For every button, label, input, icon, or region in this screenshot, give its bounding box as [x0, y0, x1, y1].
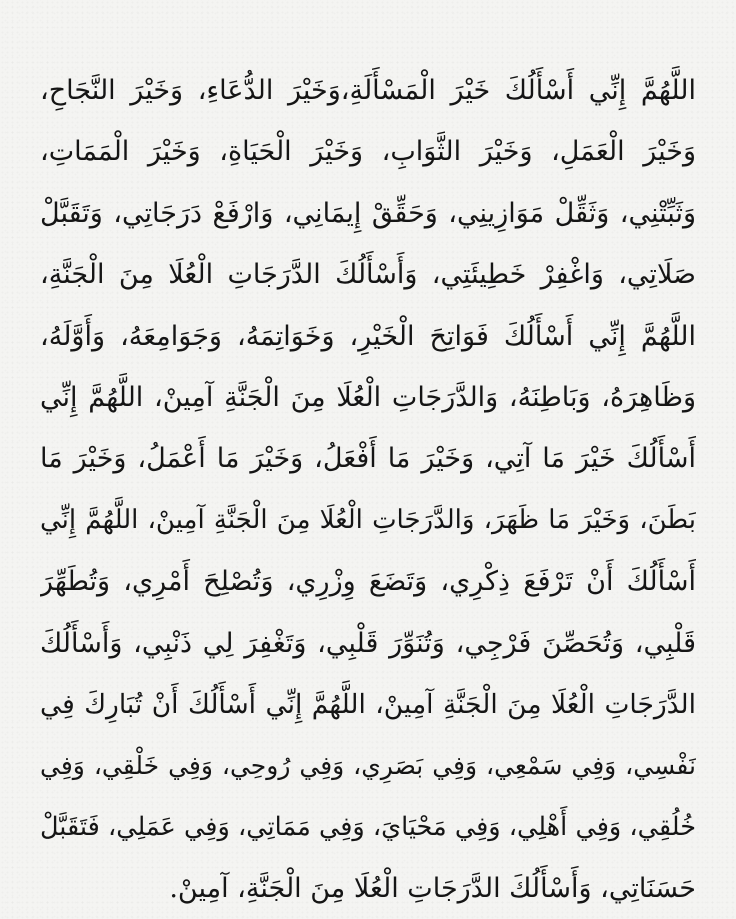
prayer-line-1: اللَّهُمَّ إِنِّي أَسْأَلُكَ خَيْرَ الْمَسْأَلَةِ،وَخَيْرَ الدُّعَاءِ، وَخَيْرَ النَّجَاحِ، [40, 75, 696, 106]
prayer-line-10: قَلْبِي، وَتُحَصِّنَ فَرْجِي، وَتُنَوِّرَ قَلْبِي، وَتَغْفِرَ لِي ذَنْبِي، وَأَسْأَلُكَ [40, 627, 696, 659]
prayer-line-3: وَثَبِّتْنِي، وَثَقِّلْ مَوَازِينِي، وَحَقِّقْ إِيمَانِي، وَارْفَعْ دَرَجَاتِي، وَتَقَبَّلْ [40, 197, 696, 229]
prayer-line-6: وَظَاهِرَهُ، وَبَاطِنَهُ، وَالدَّرَجَاتِ الْعُلَا مِنَ الْجَنَّةِ آمِينْ، اللَّهُمَّ إِنِّي [40, 381, 696, 413]
prayer-line-5: اللَّهُمَّ إِنِّي أَسْأَلُكَ فَوَاتِحَ الْخَيْرِ، وَخَوَاتِمَهُ، وَجَوَامِعَهُ، وَأَوَّلَهُ، [40, 320, 696, 352]
prayer-line-2: وَخَيْرَ الْعَمَلِ، وَخَيْرَ الثَّوَابِ، وَخَيْرَ الْحَيَاةِ، وَخَيْرَ الْمَمَاتِ، [40, 136, 696, 168]
prayer-line-8: بَطَنَ، وَخَيْرَ مَا ظَهَرَ، وَالدَّرَجَاتِ الْعُلَا مِنَ الْجَنَّةِ آمِينْ، اللَّهُمَّ إِنِّي [40, 504, 696, 535]
prayer-line-12: نَفْسِي، وَفِي سَمْعِي، وَفِي بَصَرِي، وَفِي رُوحِي، وَفِي خَلْقِي، وَفِي [40, 751, 696, 781]
prayer-line-9: أَسْأَلُكَ أَنْ تَرْفَعَ ذِكْرِي، وَتَضَعَ وِزْرِي، وَتُصْلِحَ أَمْرِي، وَتُطَهِّرَ [40, 566, 696, 598]
prayer-text [40, 60, 696, 919]
prayer-line-4: صَلَاتِي، وَاغْفِرْ خَطِيئَتِي، وَأَسْأَلُكَ الدَّرَجَاتِ الْعُلَا مِنَ الْجَنَّةِ، [40, 259, 696, 291]
prayer-line-7: أَسْأَلُكَ خَيْرَ مَا آتِي، وَخَيْرَ مَا أَفْعَلُ، وَخَيْرَ مَا أَعْمَلُ، وَخَيْرَ مَا [40, 443, 696, 475]
prayer-line-13: خُلُقِي، وَفِي أَهْلِي، وَفِي مَحْيَايَ، وَفِي مَمَاتِي، وَفِي عَمَلِي، فَتَقَبَّلْ [40, 811, 696, 842]
prayer-line-14: حَسَنَاتِي، وَأَسْأَلُكَ الدَّرَجَاتِ الْعُلَا مِنَ الْجَنَّةِ، آمِينْ. [169, 873, 696, 905]
prayer-line-11: الدَّرَجَاتِ الْعُلَا مِنَ الْجَنَّةِ آمِينْ، اللَّهُمَّ إِنِّي أَسْأَلُكَ أَنْ تُبَارِكَ فِي [40, 688, 696, 720]
